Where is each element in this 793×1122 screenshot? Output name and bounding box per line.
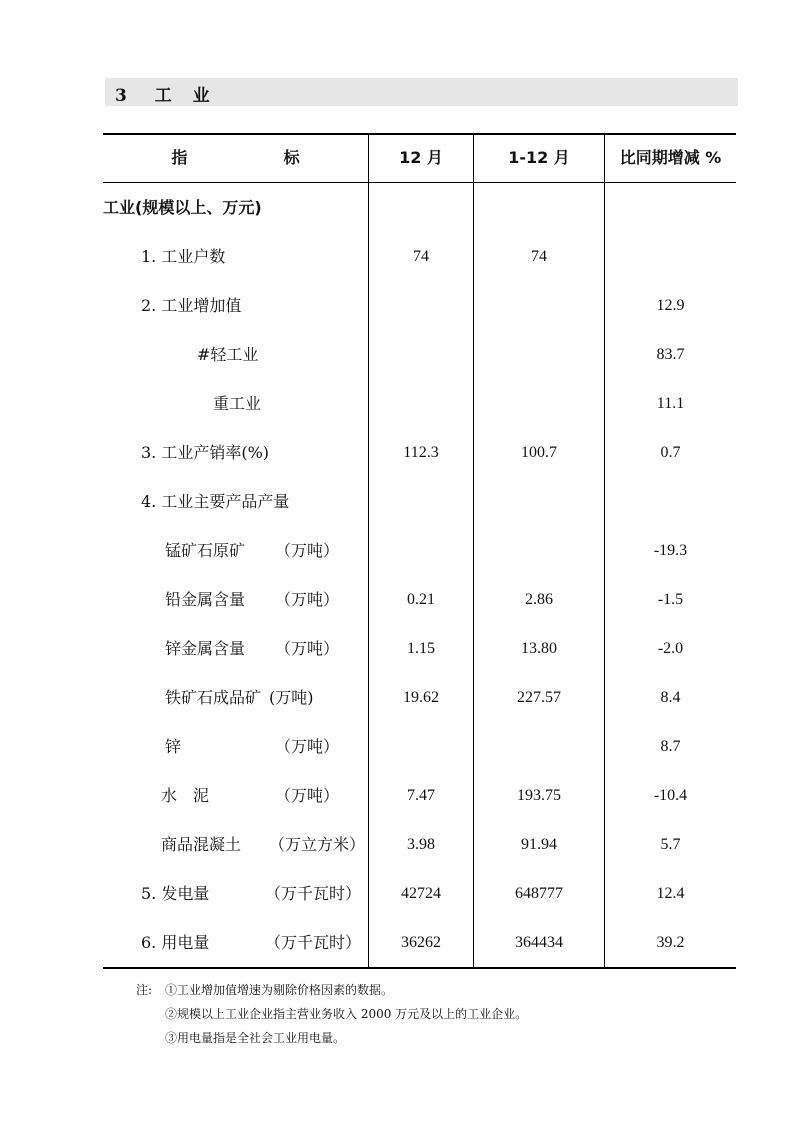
table-row (103, 183, 736, 232)
row-label: 3. 工业产销率(%) (141, 443, 270, 462)
table-row (103, 722, 736, 771)
value-jan-dec (474, 722, 604, 771)
row-unit: （万吨） (275, 541, 340, 560)
value-december (369, 722, 473, 771)
section-name: 工 业 (154, 86, 212, 106)
value-jan-dec (474, 477, 604, 526)
header-indicator-a: 指 (171, 148, 188, 167)
table-row (103, 428, 736, 477)
table-bottom-rule (103, 967, 736, 969)
value-december: 3.98 (407, 836, 435, 853)
value-december (369, 281, 473, 330)
table-row (103, 379, 736, 428)
value-jan-dec (474, 379, 604, 428)
value-jan-dec: 74 (531, 248, 547, 265)
value-december (369, 526, 473, 575)
value-december: 19.62 (403, 689, 439, 706)
value-yoy-change (605, 477, 736, 526)
value-december: 112.3 (403, 444, 439, 461)
row-label: 2. 工业增加值 (141, 296, 242, 315)
industry-table (103, 133, 736, 969)
value-december: 0.21 (407, 591, 435, 608)
value-yoy-change: 11.1 (656, 395, 685, 412)
section-title (115, 81, 212, 106)
row-unit: （万千瓦时） (265, 884, 362, 903)
row-unit: （万吨） (275, 639, 340, 658)
value-yoy-change: 8.4 (660, 689, 681, 706)
row-label: 水 泥 (161, 786, 210, 805)
value-jan-dec (474, 281, 604, 330)
row-label: 锰矿石原矿 (165, 541, 246, 560)
value-yoy-change: -2.0 (657, 640, 684, 657)
value-jan-dec (474, 183, 604, 232)
value-december: 7.47 (407, 787, 435, 804)
value-december (369, 477, 473, 526)
row-unit: （万吨） (275, 786, 340, 805)
value-december: 42724 (401, 885, 441, 902)
table-row (103, 918, 736, 967)
value-yoy-change: 12.4 (656, 885, 685, 902)
table-row (103, 869, 736, 918)
header-jan-dec: 1-12 月 (508, 148, 570, 167)
table-row (103, 526, 736, 575)
value-jan-dec: 2.86 (525, 591, 553, 608)
value-yoy-change: 5.7 (660, 836, 681, 853)
row-label: 锌 (165, 737, 182, 756)
value-jan-dec: 193.75 (517, 787, 561, 804)
value-jan-dec: 13.80 (521, 640, 557, 657)
table-row (103, 575, 736, 624)
row-label: 6. 用电量 (141, 933, 210, 952)
row-label: 工业(规模以上、万元) (103, 198, 262, 217)
value-yoy-change (605, 183, 736, 232)
value-yoy-change: -10.4 (653, 787, 688, 804)
table-row (103, 771, 736, 820)
header-indicator-b: 标 (283, 148, 300, 167)
table-row (103, 281, 736, 330)
value-jan-dec: 648777 (515, 885, 563, 902)
row-unit: （万千瓦时） (265, 933, 362, 952)
value-yoy-change: 0.7 (660, 444, 681, 461)
footnote-item: ③用电量指是全社会工业用电量。 (165, 1031, 346, 1045)
row-unit: （万立方米） (269, 835, 366, 854)
value-yoy-change: -19.3 (653, 542, 688, 559)
row-label: 4. 工业主要产品产量 (141, 492, 290, 511)
value-jan-dec: 364434 (515, 934, 563, 951)
table-row (103, 820, 736, 869)
value-yoy-change: -1.5 (657, 591, 684, 608)
row-label: 商品混凝土 (161, 835, 242, 854)
value-yoy-change: 8.7 (660, 738, 681, 755)
value-yoy-change (605, 232, 736, 281)
row-label: 锌金属含量 (165, 639, 246, 658)
footnote-prefix: 注: (136, 983, 153, 997)
row-label: 铅金属含量 (165, 590, 246, 609)
value-jan-dec: 100.7 (521, 444, 557, 461)
value-december (369, 379, 473, 428)
value-december: 1.15 (407, 640, 435, 657)
footnote-item: ①工业增加值增速为剔除价格因素的数据。 (165, 983, 394, 997)
table-row (103, 330, 736, 379)
row-label: #轻工业 (197, 345, 259, 364)
table-row (103, 232, 736, 281)
value-december: 74 (413, 248, 429, 265)
header-indicator (103, 133, 368, 182)
value-yoy-change: 83.7 (656, 346, 685, 363)
value-december: 36262 (401, 934, 441, 951)
value-jan-dec (474, 526, 604, 575)
table-row (103, 624, 736, 673)
value-december (369, 330, 473, 379)
table-row (103, 477, 736, 526)
value-jan-dec: 227.57 (517, 689, 561, 706)
value-jan-dec: 91.94 (521, 836, 557, 853)
value-yoy-change: 12.9 (656, 297, 685, 314)
row-label: 铁矿石成品矿 (165, 688, 262, 707)
header-yoy-change: 比同期增减 % (619, 148, 722, 167)
value-yoy-change: 39.2 (656, 934, 685, 951)
section-header-bar (105, 78, 738, 106)
row-unit: （万吨） (275, 590, 340, 609)
row-label: 重工业 (213, 394, 262, 413)
footnote-item: ②规模以上工业企业指主营业务收入 2000 万元及以上的工业企业。 (165, 1007, 528, 1021)
table-row (103, 673, 736, 722)
row-unit: （万吨） (275, 737, 340, 756)
row-unit: (万吨) (269, 688, 314, 707)
section-number: 3 (115, 86, 129, 106)
header-december: 12 月 (399, 148, 443, 167)
value-december (369, 183, 473, 232)
row-label: 1. 工业户数 (141, 247, 226, 266)
row-label: 5. 发电量 (141, 884, 210, 903)
value-jan-dec (474, 330, 604, 379)
